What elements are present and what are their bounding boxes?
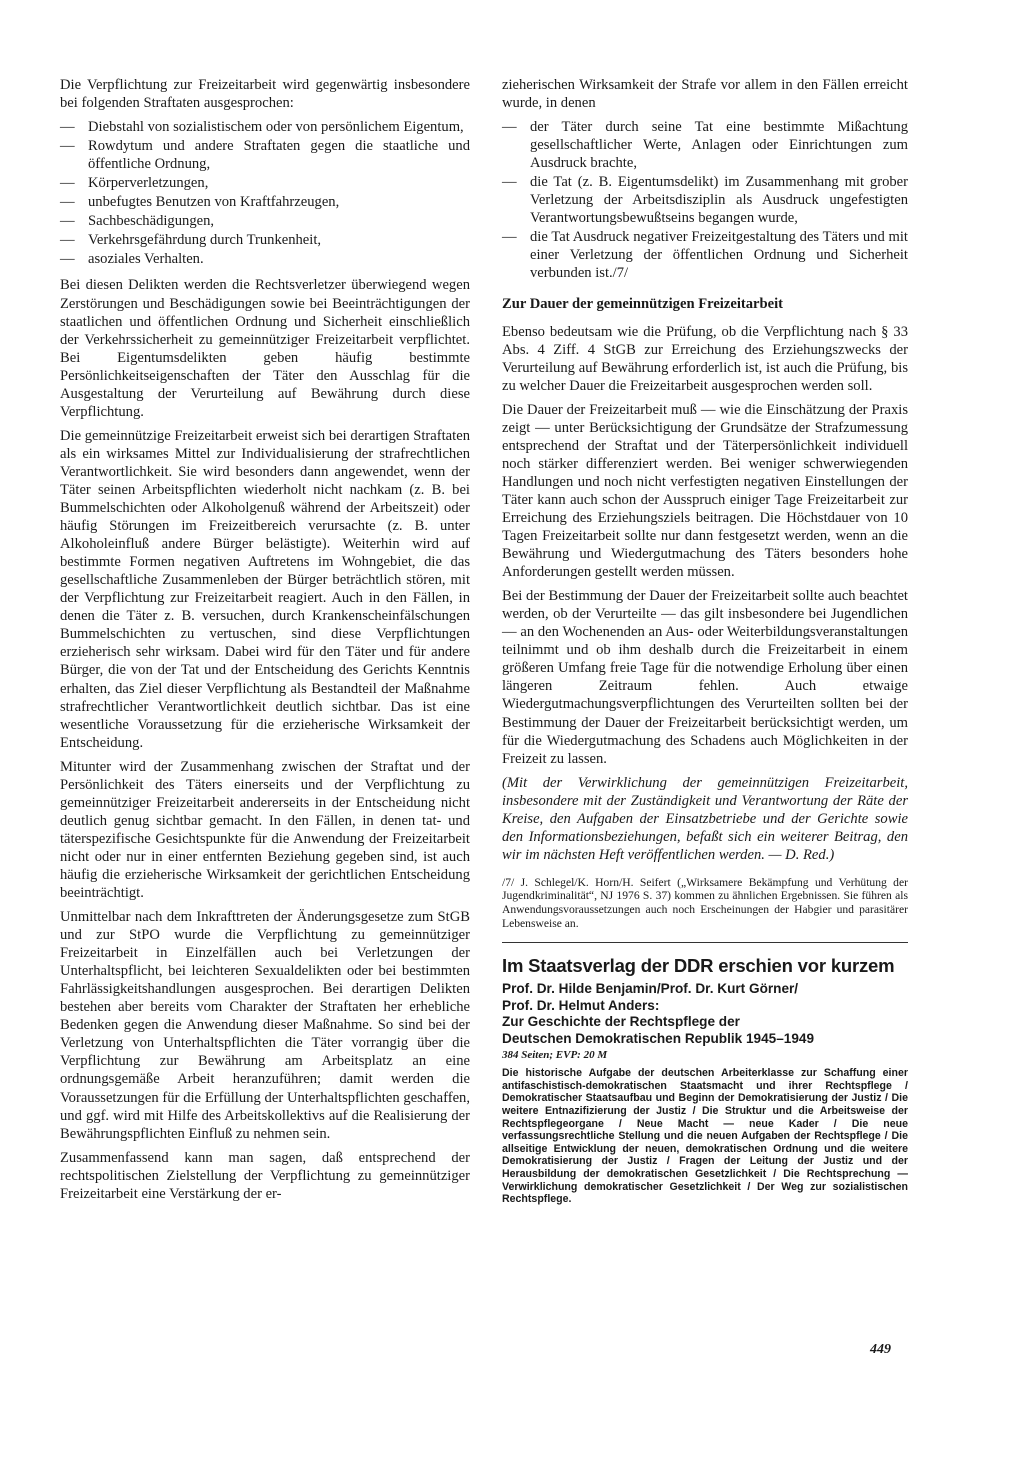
list-item: — Verkehrsgefährdung durch Trunkenheit, bbox=[60, 231, 470, 249]
body-paragraph: Unmittelbar nach dem Inkrafttreten der Änderungsgesetze zum StGB und zur StPO wurde die Verpflichtung zu gemeinnütziger Freizeitarbeit in Einzelfällen auch bei Verletzungen der Unterhaltspflicht, bei leichteren Sexualdelikten oder bei bestimmten Fahrlässigkeitshandlungen ausgesprochen. Bei derartigen Delikten bestehen aber bereits vom Charakter der Straftaten her erhebliche Bedenken gegen die Anwendung dieser Maßnahme. So sind bei der Verletzung von Unterhaltspflichten die Täter vorrangig über die Verpflichtung zur Bewährung am Arbeitsplatz an eine ordnungsgemäße Arbeit heranzuführen; damit werden die Voraussetzungen für die Erfüllung der Unterhaltspflichten geschaffen, und ggf. wird mit Hilfe des Arbeitskollektivs auf die Realisierung der Bewährungspflichten Einfluß zu nehmen sein. bbox=[60, 909, 470, 1142]
intro-paragraph: Die Verpflichtung zur Freizeitarbeit wird gegenwärtig insbesondere bei folgenden Straftaten ausgesprochen: bbox=[60, 77, 470, 112]
section-heading: Zur Dauer der gemeinnützigen Freizeitarbeit bbox=[502, 295, 784, 312]
ad-description: Die historische Aufgabe der deutschen Arbeiterklasse zur Schaffung einer antifaschistisch-demokratischen Staatsmacht und ihrer Rechtspflege / Demokratischer Staatsaufbau und Beginn der Demokratisierung der Justiz / Die weitere Entnazifizierung der Justiz / Die Struktur und die Arbeitsweise der Rechtspflegeorgane / Neue Macht — neue Kader / Die neue verfassungsrechtliche Stellung und die neuen Aufgaben der Rechtspflege / Die allseitige Entwicklung der neuen, demokratischen Ordnung und die weitere Demokratisierung der Justiz / Fragen der Leitung der Justiz und der Herausbildung der demokratischen Gesetzlichkeit / Die Rechtsprechung — Verwirklichung demokratischer Gesetzlichkeit / Der Weg zur sozialistischen Rechtspflege. bbox=[502, 1067, 908, 1206]
body-paragraph: Bei diesen Delikten werden die Rechtsverletzer überwiegend wegen Zerstörungen und Beschädigungen sowie bei Beeinträchtigungen der staatlichen und öffentlichen Ordnung und Sicherheit einschließlich der Verkehrssicherheit zu gemeinnütziger Freizeitarbeit verpflichtet. Bei Eigentumsdelikten geben häufig bestimmte Persönlichkeitseigenschaften der Täter den Ausschlag für die Ausgestaltung der Verurteilung auf Bewährung durch diese Verpflichtung. bbox=[60, 277, 470, 420]
page-number: 449 bbox=[870, 1342, 891, 1357]
book-advertisement bbox=[502, 955, 908, 1206]
list-item: — die Tat Ausdruck negativer Freizeitgestaltung des Täters und mit einer Verletzung der öffentlichen Ordnung und Sicherheit verbunden ist./7/ bbox=[502, 228, 908, 282]
list-item: — der Täter durch seine Tat eine bestimmte Mißachtung gesellschaftlicher Werte, Anlagen oder Einrichtungen zum Ausdruck brachte, bbox=[502, 118, 908, 172]
left-column bbox=[60, 76, 470, 1209]
ad-heading: Im Staatsverlag der DDR erschien vor kurzem bbox=[502, 955, 895, 977]
ad-authors: Prof. Dr. Helmut Anders: bbox=[502, 997, 660, 1013]
list-item: — Körperverletzungen, bbox=[60, 174, 470, 192]
ad-authors: Prof. Dr. Hilde Benjamin/Prof. Dr. Kurt Görner/ bbox=[502, 981, 799, 997]
list-item: — unbefugtes Benutzen von Kraftfahrzeugen, bbox=[60, 193, 470, 211]
footnote: /7/ J. Schlegel/K. Horn/H. Seifert („Wirksamere Bekämpfung und Verhütung der Jugendkriminalität“, NJ 1976 S. 37) kommen zu ähnlichen Ergebnissen. Sie führen als Anwendungsvoraussetzungen auch noch Erscheinungen der Habgier und parasitärer Lebensweise an. bbox=[502, 875, 908, 930]
offense-list bbox=[60, 118, 470, 268]
list-item: — Rowdytum und andere Straftaten gegen die staatliche und öffentliche Ordnung, bbox=[60, 137, 470, 173]
body-paragraph: Die gemeinnützige Freizeitarbeit erweist sich bei derartigen Straftaten als ein wirksames Mittel zur Individualisierung der strafrechtlichen Verantwortlichkeit. Sie wird besonders dann angewendet, wenn der Täter seinen Arbeitspflichten wiederholt nicht nachkam (z. B. bei Bummelschichten oder Alkoholgenuß während der Arbeitszeit) oder häufig Störungen im Freizeitbereich verursachte (z. B. unter Alkoholeinfluß andere Bürger belästigte). Weiterhin wird auf bestimmte Formen negativen Auftretens im Wohngebiet, die das gesellschaftliche Zusammenleben der Bürger beträchtlich stören, mit der Verpflichtung zur Freizeitarbeit reagiert. Auch in den Fällen, in denen die Täter z. B. versuchen, durch Krankenscheinfälschungen Bummelschichten zu vertuschen, sind diese Verpflichtungen erzieherisch sehr wirksam. Dabei wird für den Täter und für andere Bürger, die von der Tat und der Entscheidung des Gerichts Kenntnis erhalten, das Ziel dieser Verpflichtung als Bestandteil der Maßnahme strafrechtlicher Verantwortlichkeit deutlich sichtbar. Das ist eine wesentliche Voraussetzung für die erzieherische Wirksamkeit der Entscheidung. bbox=[60, 427, 470, 751]
list-item: — Sachbeschädigungen, bbox=[60, 212, 470, 230]
body-paragraph: Zusammenfassend kann man sagen, daß entsprechend der rechtspolitischen Zielstellung der Verpflichtung zu gemeinnütziger Freizeitarbeit eine Verstärkung der er- bbox=[60, 1149, 470, 1202]
body-paragraph: Ebenso bedeutsam wie die Prüfung, ob die Verpflichtung nach § 33 Abs. 4 Ziff. 4 StGB zur Erreichung des Erziehungszwecks der Verurteilung auf Bewährung erforderlich ist, ist auch die Prüfung, bis zu welcher Dauer die Freizeitarbeit ausgesprochen werden soll. bbox=[502, 323, 908, 394]
body-paragraph: Die Dauer der Freizeitarbeit muß — wie die Einschätzung der Praxis zeigt — unter Berücksichtigung der Grundsätze der Strafzumessung entsprechend der Straftat und der Täterpersönlichkeit individuell noch stärker differenziert werden. Bei weniger schwerwiegenden Handlungen und noch nicht verfestigten negativen Einstellungen der Täter kann auch schon der Ausspruch einiger Tage Freizeitarbeit zur Erreichung des Erziehungsziels beitragen. Die Höchstdauer von 10 Tagen Freizeitarbeit sollte nur dann festgesetzt werden, wenn an die Bewährung und Wiedergutmachung des Täters besonders hohe Anforderungen gestellt werden müssen. bbox=[502, 401, 908, 581]
body-paragraph: zieherischen Wirksamkeit der Strafe vor allem in den Fällen erreicht wurde, in denen bbox=[502, 77, 908, 112]
ad-book-title: Deutschen Demokratischen Republik 1945–1949 bbox=[502, 1030, 815, 1046]
body-paragraph: Mitunter wird der Zusammenhang zwischen der Straftat und der Persönlichkeit des Täters einerseits und der Verpflichtung zu gemeinnütziger Freizeitarbeit andererseits in der Entscheidung nicht deutlich genug sichtbar gemacht. In den Fällen, in denen tat- und täterspezifische Gesichtspunkte für die Anwendung der Freizeitarbeit nicht oder nur in einer entfernten Beziehung gegeben sind, ist auch häufig die erzieherische Wirksamkeit der gerichtlichen Entscheidung beeinträchtigt. bbox=[60, 758, 470, 902]
divider bbox=[502, 942, 908, 943]
list-item: — die Tat (z. B. Eigentumsdelikt) im Zusammenhang mit grober Verletzung der Arbeitsdisziplin als Ausdruck ungefestigten Verantwortungsbewußtseins begangen wurde, bbox=[502, 173, 908, 227]
list-item: — asoziales Verhalten. bbox=[60, 250, 470, 268]
body-paragraph: Bei der Bestimmung der Dauer der Freizeitarbeit sollte auch beachtet werden, ob der Verurteilte — das gilt insbesondere bei Jugendlichen — an den Wochenenden an Aus- oder Weiterbildungsveranstaltungen teilnimmt und ob ihm deshalb durch die Freizeitarbeit in einem größeren Umfang freie Tage für die notwendige Erholung über einen längeren Zeitraum fehlen. Auch etwaige Wiedergutmachungsverpflichtungen des Verurteilten sollten bei der Bestimmung der Dauer der Freizeitarbeit berücksichtigt werden, um für die Wiedergutmachung des Schadens auch Möglichkeiten in der Freizeit zu lassen. bbox=[502, 588, 908, 767]
ad-price: 384 Seiten; EVP: 20 M bbox=[502, 1049, 608, 1062]
effect-list bbox=[502, 118, 908, 282]
right-column bbox=[502, 76, 908, 1206]
editor-note: (Mit der Verwirklichung der gemeinnützigen Freizeitarbeit, insbesondere mit der Zuständigkeit und Verantwortung der Räte der Kreise, den Aufgaben der Einsatzbetriebe und der Gerichte sowie den Informationsbeziehungen, befaßt sich ein weiterer Beitrag, den wir im nächsten Heft veröffentlichen werden. — D. Red.) bbox=[502, 774, 908, 863]
list-item: — Diebstahl von sozialistischem oder von persönlichem Eigentum, bbox=[60, 118, 470, 136]
ad-book-title: Zur Geschichte der Rechtspflege der bbox=[502, 1014, 740, 1030]
